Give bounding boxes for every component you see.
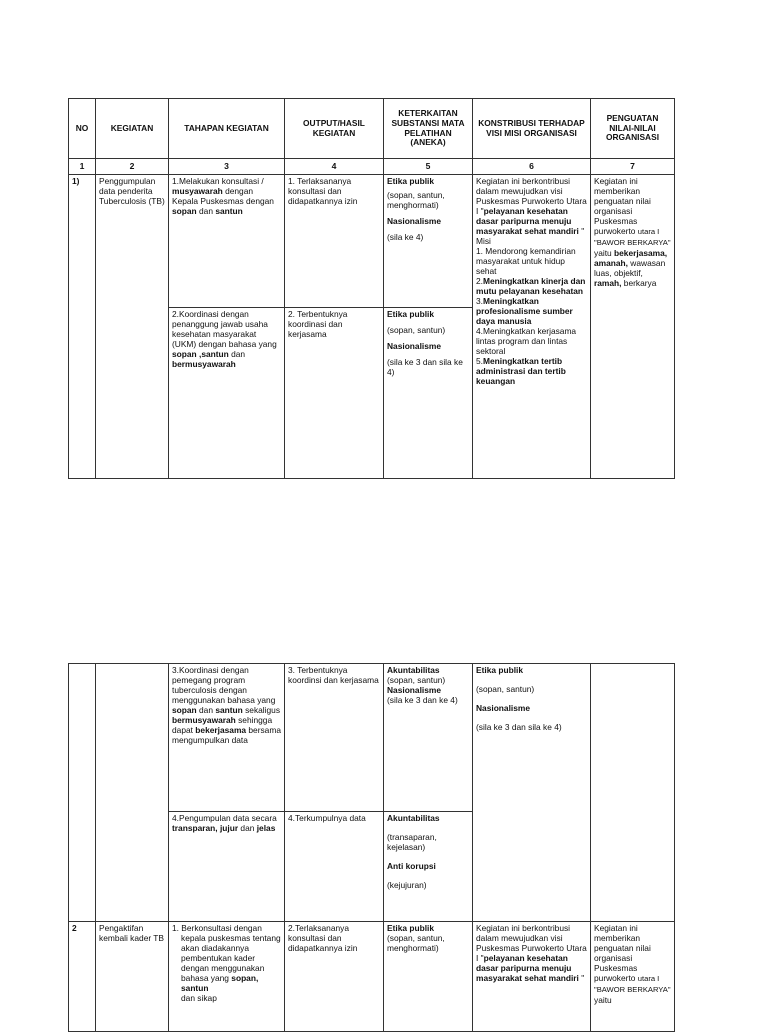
aneka-heading: Nasionalisme <box>387 341 441 351</box>
col-number: 5 <box>384 159 473 175</box>
output-cell: 1. Terlaksananya konsultasi dan didapatkannya izin <box>285 175 384 308</box>
aneka-heading: Nasionalisme <box>387 216 441 226</box>
header-tahapan: TAHAPAN KEGIATAN <box>169 99 285 159</box>
row-number <box>69 664 96 922</box>
col-number: 6 <box>473 159 591 175</box>
aneka-value: (sopan, santun) <box>476 684 535 694</box>
aneka-heading: Akuntabilitas <box>387 665 440 675</box>
tahapan-cell: 2.Koordinasi dengan penanggung jawab usaha kesehatan masyarakat (UKM) dengan bahasa yang sopan ,santun dan bermusyawarah <box>169 308 285 479</box>
header-output: OUTPUT/HASIL KEGIATAN <box>285 99 384 159</box>
row-number: 2 <box>69 922 96 1032</box>
kegiatan-cell: Pengaktifan kembali kader TB <box>96 922 169 1032</box>
header-kontribusi: KONSTRIBUSI TERHADAP VISI MISI ORGANISASI <box>473 99 591 159</box>
aneka-value: (sopan, santun, menghormati) <box>387 190 445 210</box>
kontribusi-cell: Kegiatan ini berkontribusi dalam mewujudkan visi Puskesmas Purwokerto Utara I "pelayanan kesehatan dasar paripurna menuju masyarakat sehat mandiri " <box>473 922 591 1032</box>
aneka-value: (sopan, santun, menghormati) <box>387 933 445 953</box>
header-kegiatan: KEGIATAN <box>96 99 169 159</box>
penguatan-cell: Kegiatan ini memberikan penguatan nilai organisasi Puskesmas purwokerto utara I "BAWOR BERKARYA" yaitu bekerjasama, amanah, wawasan luas, objektif, ramah, berkarya <box>591 175 675 479</box>
aneka-cell <box>384 175 473 308</box>
aneka-value: (sila ke 4) <box>387 232 424 242</box>
header-penguatan: PENGUATAN NILAI-NILAI ORGANISASI <box>591 99 675 159</box>
tahapan-cell: 1. Berkonsultasi dengan kepala puskesmas tentang akan diadakannya pembentukan kader dengan menggunakan bahasa yang sopan, santun dan sikap <box>169 922 285 1032</box>
col-number: 4 <box>285 159 384 175</box>
kontribusi-cell <box>473 664 591 922</box>
col-number: 2 <box>96 159 169 175</box>
output-cell: 3. Terbentuknya koordinsi dan kerjasama <box>285 664 384 812</box>
aneka-cell <box>384 664 473 812</box>
aneka-heading: Anti korupsi <box>387 861 436 871</box>
output-cell: 2.Terlaksananya konsultasi dan didapatkannya izin <box>285 922 384 1032</box>
kegiatan-cell: Penggumpulan data penderita Tuberculosis (TB) <box>96 175 169 479</box>
aneka-heading: Etika publik <box>387 309 435 319</box>
table-row <box>69 175 675 308</box>
aneka-heading: Nasionalisme <box>476 703 530 713</box>
aneka-heading: Etika publik <box>476 665 524 675</box>
aneka-cell <box>384 308 473 479</box>
kontribusi-cell: Kegiatan ini berkontribusi dalam mewujudkan visi Puskesmas Purwokerto Utara I "pelayanan kesehatan dasar paripurna menuju masyarakat sehat mandiri " Misi 1. Mendorong kemandirian masyarakat untuk hidup sehat 2.Meningkatkan kinerja dan mutu pelayanan kesehatan 3.Meningkatkan profesionalisme sumber daya manusia 4.Meningkatkan kerjasama lintas program dan lintas sektoral 5.Meningkatkan tertib administrasi dan tertib keuangan <box>473 175 591 479</box>
output-cell: 4.Terkumpulnya data <box>285 812 384 922</box>
activity-table-1 <box>68 98 675 479</box>
aneka-heading: Nasionalisme <box>387 685 441 695</box>
header-no: NO <box>69 99 96 159</box>
aneka-value: (sila ke 3 dan sila ke 4) <box>387 357 463 377</box>
aneka-cell <box>384 922 473 1032</box>
penguatan-cell <box>591 664 675 922</box>
penguatan-cell: Kegiatan ini memberikan penguatan nilai organisasi Puskesmas purwokerto utara I "BAWOR BERKARYA" yaitu <box>591 922 675 1032</box>
header-row <box>69 99 675 159</box>
row-number: 1) <box>69 175 96 479</box>
table-page-2 <box>68 663 674 1032</box>
header-keterkaitan: KETERKAITAN SUBSTANSI MATA PELATIHAN (ANEKA) <box>384 99 473 159</box>
activity-table-2 <box>68 663 675 1032</box>
table-page-1 <box>68 98 674 479</box>
aneka-heading: Etika publik <box>387 176 435 186</box>
aneka-value: (transaparan, kejelasan) <box>387 832 437 852</box>
kegiatan-cell <box>96 664 169 922</box>
col-number: 7 <box>591 159 675 175</box>
table-row <box>69 922 675 1032</box>
tahapan-cell: 4.Pengumpulan data secara transparan, jujur dan jelas <box>169 812 285 922</box>
output-cell: 2. Terbentuknya koordinasi dan kerjasama <box>285 308 384 479</box>
table-row <box>69 664 675 812</box>
tahapan-cell: 3.Koordinasi dengan pemegang program tuberculosis dengan menggunakan bahasa yang sopan dan santun sekaligus bermusyawarah sehingga dapat bekerjasama bersama mengumpulkan data <box>169 664 285 812</box>
column-number-row <box>69 159 675 175</box>
tahapan-cell: 1.Melakukan konsultasi / musyawarah dengan Kepala Puskesmas dengan sopan dan santun <box>169 175 285 308</box>
aneka-value: (sopan, santun) <box>387 675 446 685</box>
aneka-value: (sopan, santun) <box>387 325 446 335</box>
aneka-value: (kejujuran) <box>387 880 427 890</box>
aneka-value: (sila ke 3 dan ke 4) <box>387 695 458 705</box>
col-number: 3 <box>169 159 285 175</box>
aneka-cell <box>384 812 473 922</box>
aneka-value: (sila ke 3 dan sila ke 4) <box>476 722 562 732</box>
col-number: 1 <box>69 159 96 175</box>
aneka-heading: Etika publik <box>387 923 435 933</box>
aneka-heading: Akuntabilitas <box>387 813 440 823</box>
